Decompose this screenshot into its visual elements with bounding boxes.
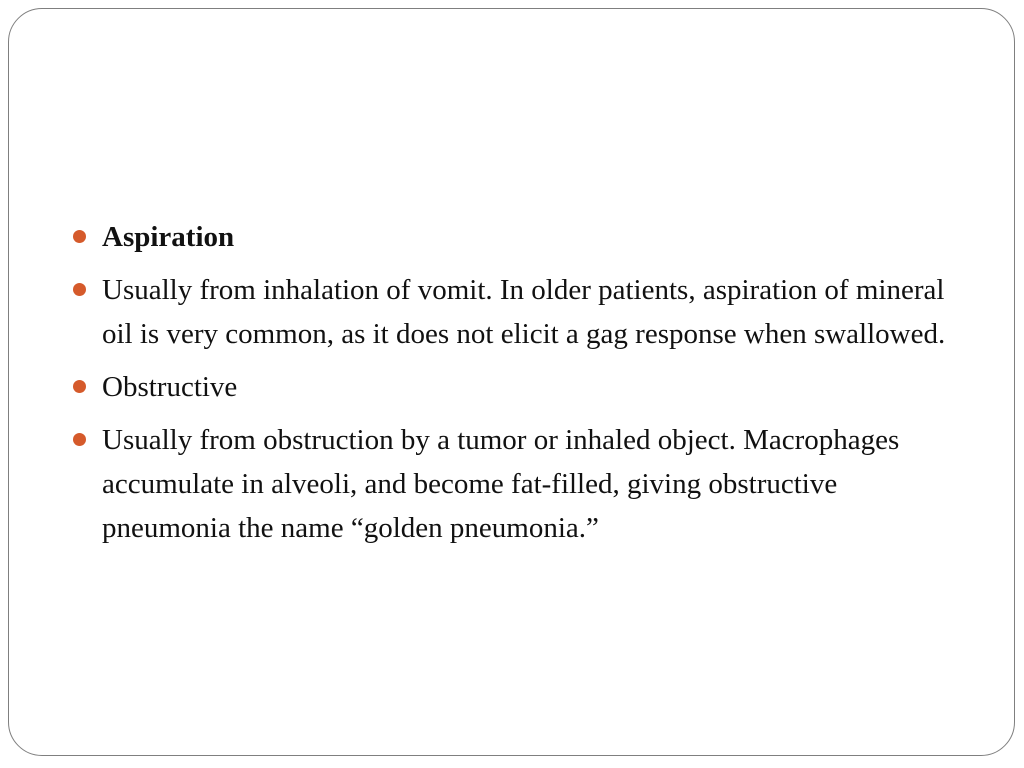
bullet-item-aspiration-description <box>73 268 973 356</box>
slide-content <box>73 215 973 559</box>
bullet-item-obstructive <box>73 365 973 409</box>
bullet-dot-icon <box>73 380 86 393</box>
bullet-text: Usually from inhalation of vomit. In older patients, aspiration of mineral oil is very common, as it does not elicit a gag response when swallowed. <box>102 274 946 350</box>
bullet-item-aspiration <box>73 215 973 259</box>
bullet-dot-icon <box>73 433 86 446</box>
bullet-text: Usually from obstruction by a tumor or inhaled object. Macrophages accumulate in alveoli, and become fat-filled, giving obstructive pneumonia the name “golden pneumonia.” <box>102 424 900 544</box>
bullet-dot-icon <box>73 230 86 243</box>
bullet-list <box>73 215 973 550</box>
bullet-text: Obstructive <box>102 371 238 403</box>
bullet-dot-icon <box>73 283 86 296</box>
bullet-text: Aspiration <box>102 221 235 253</box>
slide-frame <box>8 8 1015 756</box>
bullet-item-obstructive-description <box>73 418 973 550</box>
